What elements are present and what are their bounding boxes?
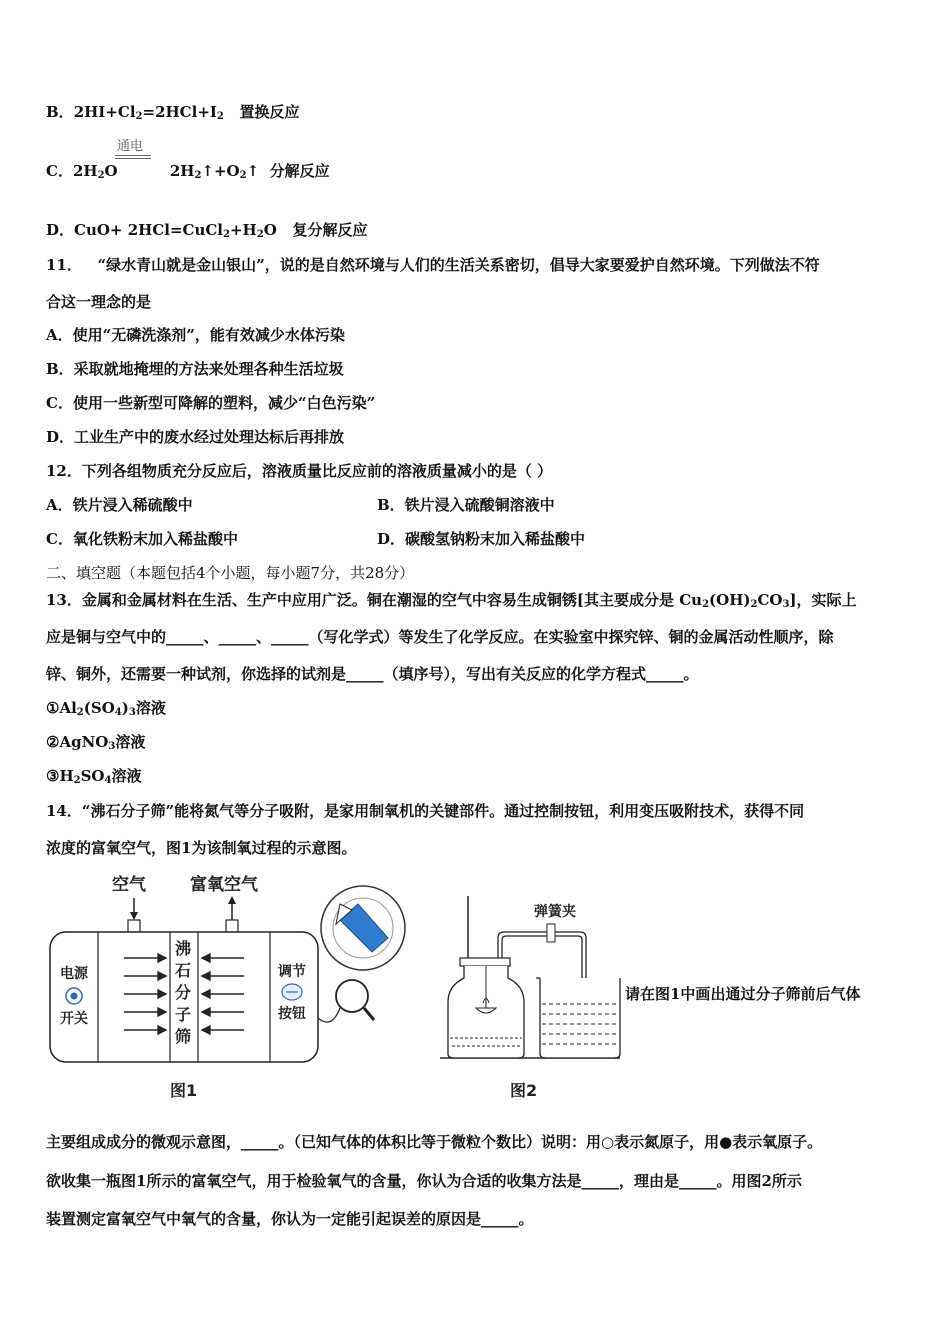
q11-option-c: C．使用一些新型可降解的塑料，减少“白色污染” (46, 394, 376, 412)
q12-option-c: C．氧化铁粉末加入稀盐酸中 (46, 530, 238, 548)
adjust-label: 调节 (278, 964, 306, 980)
electrolysis-condition: 通电 (117, 139, 144, 154)
sieve-char-5: 筛 (175, 1027, 192, 1046)
q13-reagent-3: $③H_2SO_4$溶液 (46, 767, 142, 786)
q12-option-a: A．铁片浸入稀硫酸中 (46, 496, 193, 514)
q10-option-b: B．$2HI+Cl_2=2HCl+I_2$ 置换反应 (46, 103, 300, 122)
copper-rust-formula: $Cu_2(OH)_2CO_3$ (679, 591, 790, 610)
q11-option-d: D．工业生产中的废水经过处理达标后再排放 (46, 428, 345, 446)
sieve-char-1: 沸 (175, 939, 192, 958)
q13-line1: 13．金属和金属材料在生活、生产中应用广泛。铜在潮湿的空气中容易生成铜锈[其主要成分是 $Cu_2(OH)_2CO_3$]，实际上 (46, 591, 857, 610)
figure2-caption: 图2 (510, 1081, 538, 1100)
q14-side-text: 请在图1中画出通过分子筛前后气体 (625, 985, 861, 1003)
switch-label: 开关 (60, 1011, 88, 1027)
q12-option-d: D．碳酸氢钠粉末加入稀盐酸中 (377, 530, 586, 548)
q10-option-d: D．$CuO+ 2HCl=CuCl_2+H_2O$ 复分解反应 (46, 221, 368, 240)
air-in-arrow-icon (130, 912, 138, 920)
q10-option-b-formula: $2HI+Cl_2=2HCl+I_2$ (73, 103, 224, 122)
rich-air-out-arrow-icon (228, 896, 236, 904)
q14-line2: 浓度的富氧空气，图1为该制氧过程的示意图。 (46, 839, 357, 857)
q13-line3: 锌、铜外，还需要一种试剂，你选择的试剂是_____（填序号），写出有关反应的化学方程式_____。 (46, 665, 699, 683)
q11-stem-line1: 11． “绿水青山就是金山银山”，说的是自然环境与人们的生活关系密切，倡导大家要爱护自然环境。下列做法不符 (46, 256, 820, 274)
spring-clamp-icon (547, 924, 555, 942)
q14-line4: 欲收集一瓶图1所示的富氧空气，用于检验氧气的含量，你认为合适的收集方法是_____，理由是_____。用图2所示 (46, 1172, 802, 1190)
spring-clamp-label: 弹簧夹 (534, 904, 576, 920)
bottle-stopper (460, 958, 510, 966)
beaker (540, 978, 620, 1058)
figure1-caption: 图1 (170, 1081, 198, 1100)
q11-option-b: B．采取就地掩埋的方法来处理各种生活垃圾 (46, 360, 344, 378)
power-label: 电源 (60, 966, 88, 982)
q14-line1: 14．“沸石分子筛”能将氮气等分子吸附，是家用制氧机的关键部件。通过控制按钮，利用变压吸附技术，获得不同 (46, 802, 805, 820)
q10-option-c: C．$2H_2O$ $2H_2↑+O_2↑$ 分解反应 (46, 162, 330, 181)
figure2-apparatus (440, 896, 620, 1100)
q11-option-a: A．使用“无磷洗涤剂”，能有效减少水体污染 (46, 326, 345, 344)
figure1-air-label: 空气 (112, 875, 146, 895)
q14-line3: 主要组成成分的微观示意图，_____。（已知气体的体积比等于微粒个数比）说明：用○表示氮原子，用●表示氧原子。 (46, 1133, 823, 1151)
figure1-oxygen-generator (50, 874, 405, 1100)
button-label: 按钮 (278, 1006, 306, 1022)
q11-stem-line2: 合这一理念的是 (46, 293, 152, 311)
sieve-char-2: 石 (175, 961, 192, 980)
q12-option-b: B．铁片浸入硫酸铜溶液中 (377, 496, 555, 514)
magnifier-icon (336, 980, 368, 1012)
q12-stem: 12．下列各组物质充分反应后，溶液质量比反应前的溶液质量减小的是（ ） (46, 462, 553, 480)
q10-option-b-type: 置换反应 (239, 103, 300, 121)
section-heading: 二、填空题（本题包括4个小题，每小题7分，共28分） (46, 564, 415, 582)
sieve-char-4: 子 (175, 1005, 192, 1024)
q11-number: 11． (46, 256, 82, 274)
q10-option-c-type: 分解反应 (269, 162, 330, 180)
q14-line5: 装置测定富氧空气中氧气的含量，你认为一定能引起误差的原因是_____。 (46, 1210, 534, 1228)
q10-option-d-type: 复分解反应 (292, 221, 368, 239)
sieve-char-3: 分 (175, 983, 192, 1002)
q13-line2: 应是铜与空气中的_____、_____、_____（写化学式）等发生了化学反应。在实验室中探究锌、铜的金属活动性顺序，除 (46, 628, 834, 646)
q13-reagent-2: ②AgNO$_3$溶液 (46, 733, 146, 752)
q13-reagent-1: $①Al_2(SO_4)_3$溶液 (46, 699, 166, 718)
figure1-rich-air-label: 富氧空气 (190, 875, 258, 895)
